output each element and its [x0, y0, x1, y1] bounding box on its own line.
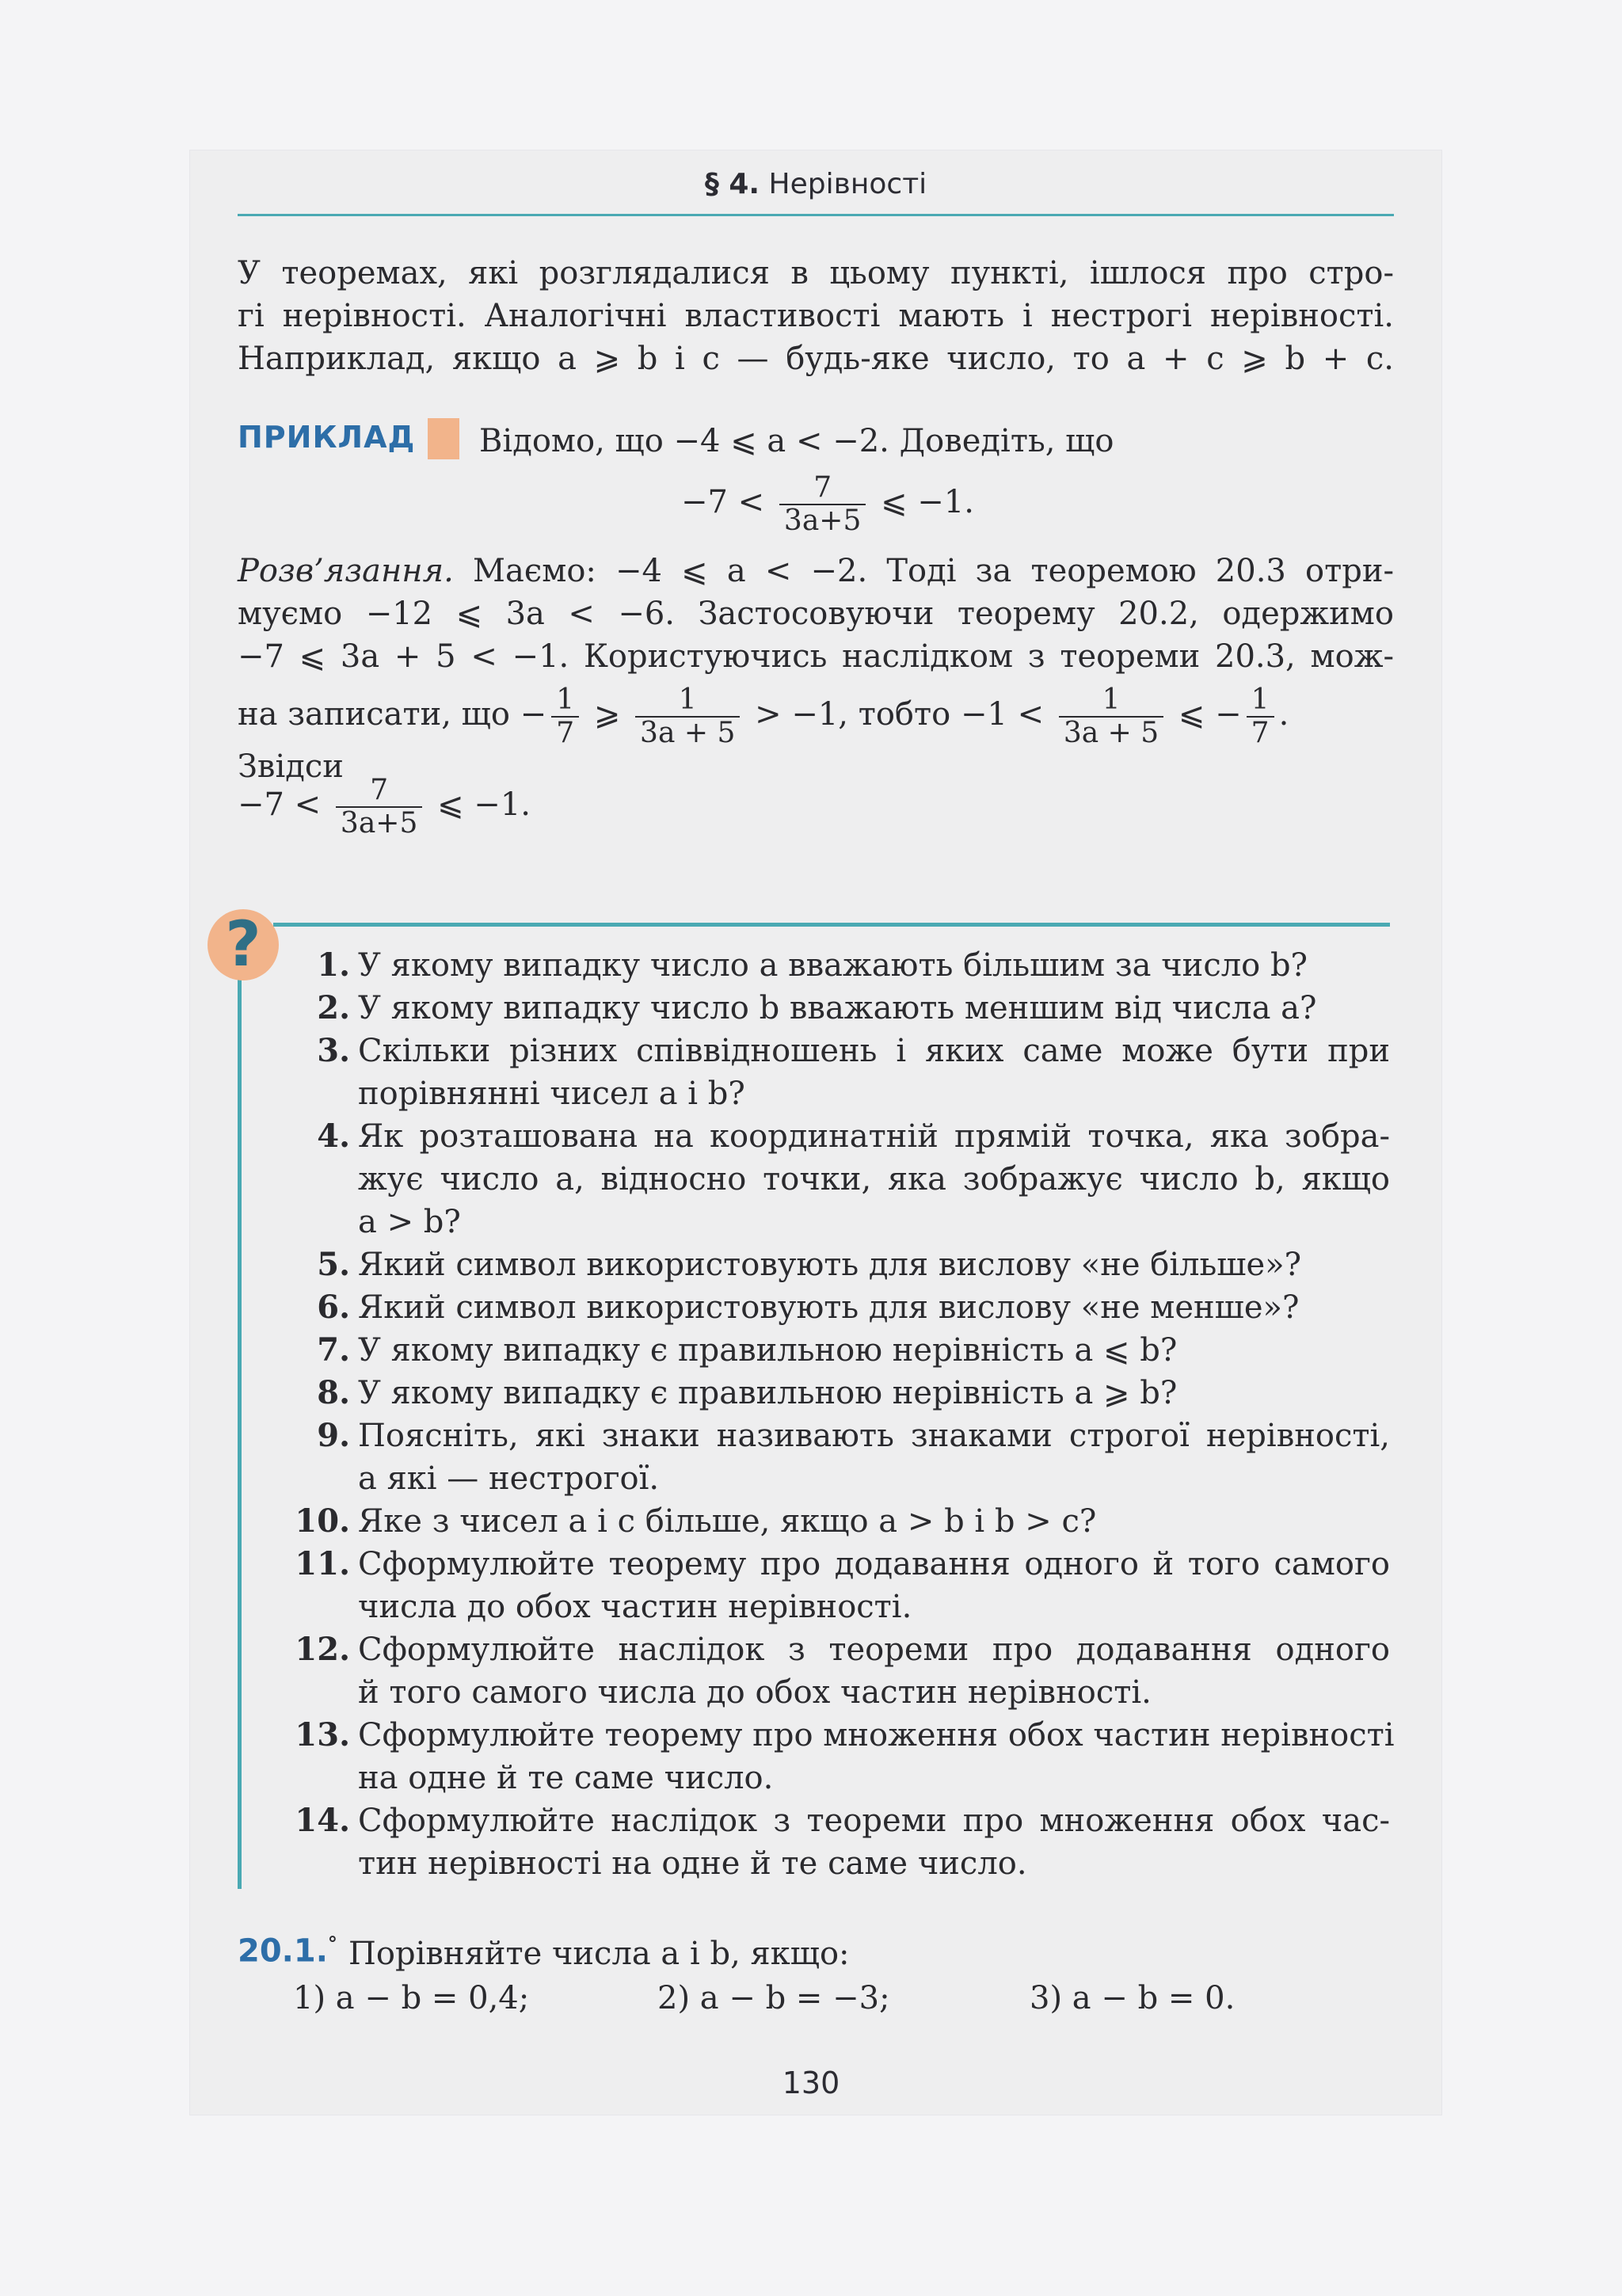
question-line: Який символ використовують для вислову «не більше»? [358, 1247, 1302, 1283]
question-number: 4. [317, 1118, 350, 1155]
question-number: 13. [295, 1716, 350, 1753]
question-line: Сформулюйте теорему про множення обох частин нерівності [358, 1717, 1395, 1753]
question-item [293, 987, 1390, 1030]
fraction-numerator: 7 [336, 775, 422, 808]
running-header [238, 168, 1394, 200]
question-item [293, 1415, 1390, 1500]
task-item: 3) a − b = 0. [1030, 1980, 1236, 2016]
solution-text: ⩾ [593, 696, 621, 733]
question-item [293, 1543, 1390, 1628]
question-line: Яке з чисел a і c більше, якщо a > b і b > c? [358, 1503, 1097, 1540]
question-line: a > b? [358, 1204, 461, 1240]
formula-right: ⩽ −1. [881, 484, 974, 520]
question-number: 12. [295, 1631, 350, 1668]
question-item [293, 1714, 1395, 1799]
question-number: 10. [295, 1502, 350, 1540]
section-title: Нерівності [768, 168, 927, 200]
question-text [358, 944, 1390, 987]
solution-line: −7 ⩽ 3a + 5 < −1. Користуючись наслідком з теореми 20.3, мож- [238, 638, 1394, 675]
task-item: 1) a − b = 0,4; [293, 1980, 530, 2016]
formula-left: −7 < [238, 786, 322, 823]
solution-text: . Звідси [238, 696, 1289, 785]
question-item [293, 1799, 1390, 1885]
question-text [358, 1286, 1390, 1329]
task-statement: Порівняйте числа a і b, якщо: [348, 1936, 850, 1972]
question-line: тин нерівності на одне й те саме число. [358, 1845, 1027, 1882]
fraction [551, 684, 579, 749]
question-line: У якому випадку число b вважають меншим від числа a? [358, 990, 1317, 1026]
question-number: 14. [295, 1802, 350, 1839]
question-text [358, 987, 1390, 1030]
question-number: 6. [317, 1289, 350, 1326]
question-text [358, 1415, 1390, 1500]
question-line: жує число a, відносно точки, яка зображує число b, якщо [358, 1161, 1390, 1197]
question-item [293, 1500, 1390, 1543]
formula-right: ⩽ −1. [437, 786, 531, 823]
question-item [293, 1286, 1390, 1329]
question-line: Поясніть, які знаки називають знаками строгої нерівності, [358, 1418, 1390, 1454]
question-item [293, 1243, 1390, 1286]
question-number: 11. [295, 1545, 350, 1582]
question-item [293, 1030, 1390, 1115]
question-text [358, 1243, 1390, 1286]
question-line: Скільки різних співвідношень і яких саме може бути при [358, 1033, 1390, 1069]
question-text [358, 1500, 1390, 1543]
question-line: У якому випадку є правильною нерівність a ⩾ b? [358, 1375, 1178, 1411]
question-text [358, 1030, 1390, 1115]
question-line: й того самого числа до обох частин нерівності. [358, 1674, 1152, 1711]
question-number: 2. [317, 989, 350, 1026]
fraction-denominator: 3a + 5 [640, 717, 736, 749]
fraction [779, 472, 866, 537]
review-questions-list [293, 944, 1395, 1885]
solution-text: на записати, що − [238, 696, 547, 733]
solution-paragraph [238, 550, 1394, 678]
question-line: а які — нестрогої. [358, 1460, 660, 1497]
example-statement: Відомо, що −4 ⩽ a < −2. Доведіть, що [479, 423, 1114, 459]
question-text [358, 1329, 1390, 1372]
question-line: Сформулюйте наслідок з теореми про множення обох час- [358, 1803, 1390, 1839]
question-item [293, 944, 1390, 987]
fraction [1059, 684, 1163, 749]
question-number: 7. [317, 1331, 350, 1369]
intro-line: гі нерівності. Аналогічні властивості мають і нестрогі нерівності. [238, 298, 1394, 334]
question-item [293, 1372, 1390, 1415]
intro-line: Наприклад, якщо a ⩾ b і c — будь-яке число, то a + c ⩾ b + c. [238, 341, 1394, 377]
solution-lead: Розв’язання. [238, 553, 454, 589]
question-mark-icon: ? [208, 909, 279, 980]
question-text [358, 1714, 1395, 1799]
solution-line [238, 550, 1394, 592]
question-item [293, 1115, 1390, 1243]
section-number: § 4. [704, 168, 760, 200]
questions-rule-top [273, 923, 1390, 927]
intro-paragraph [238, 252, 1394, 380]
question-line: У якому випадку число a вважають більшим за число b? [358, 947, 1308, 984]
question-line: Сформулюйте наслідок з теореми про додавання одного [358, 1632, 1390, 1668]
question-text [358, 1543, 1390, 1628]
questions-rule-left [238, 974, 242, 1889]
fraction [635, 684, 740, 749]
fraction-numerator: 1 [551, 684, 579, 718]
question-text [358, 1115, 1390, 1243]
header-rule [238, 214, 1394, 216]
solution-line: муємо −12 ⩽ 3a < −6. Застосовуючи теорему 20.2, одержимо [238, 596, 1394, 632]
fraction-numerator: 1 [635, 684, 740, 718]
question-number: 5. [317, 1246, 350, 1283]
solution-text: > −1, тобто −1 < [755, 696, 1045, 733]
fraction-denominator: 3a+5 [340, 807, 418, 840]
question-number: 8. [317, 1374, 350, 1411]
fraction-denominator: 7 [1251, 717, 1270, 749]
solution-line-fractions [238, 684, 1394, 784]
fraction-numerator: 1 [1059, 684, 1163, 718]
task-difficulty-mark: ° [327, 1932, 337, 1955]
question-number: 3. [317, 1032, 350, 1069]
example-formula [681, 472, 1156, 537]
question-line: Який символ використовують для вислову «не менше»? [358, 1289, 1300, 1326]
fraction-numerator: 1 [1247, 684, 1274, 718]
example-label: ПРИКЛАД [238, 420, 416, 455]
fraction-denominator: 3a+5 [783, 505, 862, 537]
page-number: 130 [782, 2066, 840, 2100]
fraction [336, 775, 422, 840]
question-line: У якому випадку є правильною нерівність a ⩽ b? [358, 1332, 1178, 1369]
task-items [293, 1977, 1235, 2020]
question-number: 9. [317, 1417, 350, 1454]
question-item [293, 1329, 1390, 1372]
question-text [358, 1372, 1390, 1415]
intro-line: У теоремах, які розглядалися в цьому пункті, ішлося про стро- [238, 255, 1394, 291]
solution-text: Маємо: −4 ⩽ a < −2. Тоді за теоремою 20.3 отри- [473, 553, 1394, 589]
example-marker [428, 418, 459, 459]
question-text [358, 1628, 1390, 1714]
solution-final-formula [238, 775, 713, 840]
question-line: на одне й те саме число. [358, 1760, 774, 1796]
task-item: 2) a − b = −3; [657, 1980, 890, 2016]
question-line: Сформулюйте теорему про додавання одного й того самого [358, 1546, 1390, 1582]
question-line: Як розташована на координатній прямій точка, яка зобра- [358, 1118, 1390, 1155]
task-number [238, 1932, 337, 1969]
task-number-text: 20.1. [238, 1932, 328, 1970]
question-item [293, 1628, 1390, 1714]
solution-text: ⩽ − [1178, 696, 1242, 733]
question-line: порівнянні чисел a і b? [358, 1076, 745, 1112]
fraction [1247, 684, 1274, 749]
fraction-denominator: 3a + 5 [1063, 717, 1159, 749]
fraction-denominator: 7 [556, 717, 575, 749]
question-line: числа до обох частин нерівності. [358, 1589, 912, 1625]
fraction-numerator: 7 [779, 472, 866, 505]
question-number: 1. [317, 946, 350, 984]
formula-left: −7 < [681, 484, 765, 520]
question-text [358, 1799, 1390, 1885]
